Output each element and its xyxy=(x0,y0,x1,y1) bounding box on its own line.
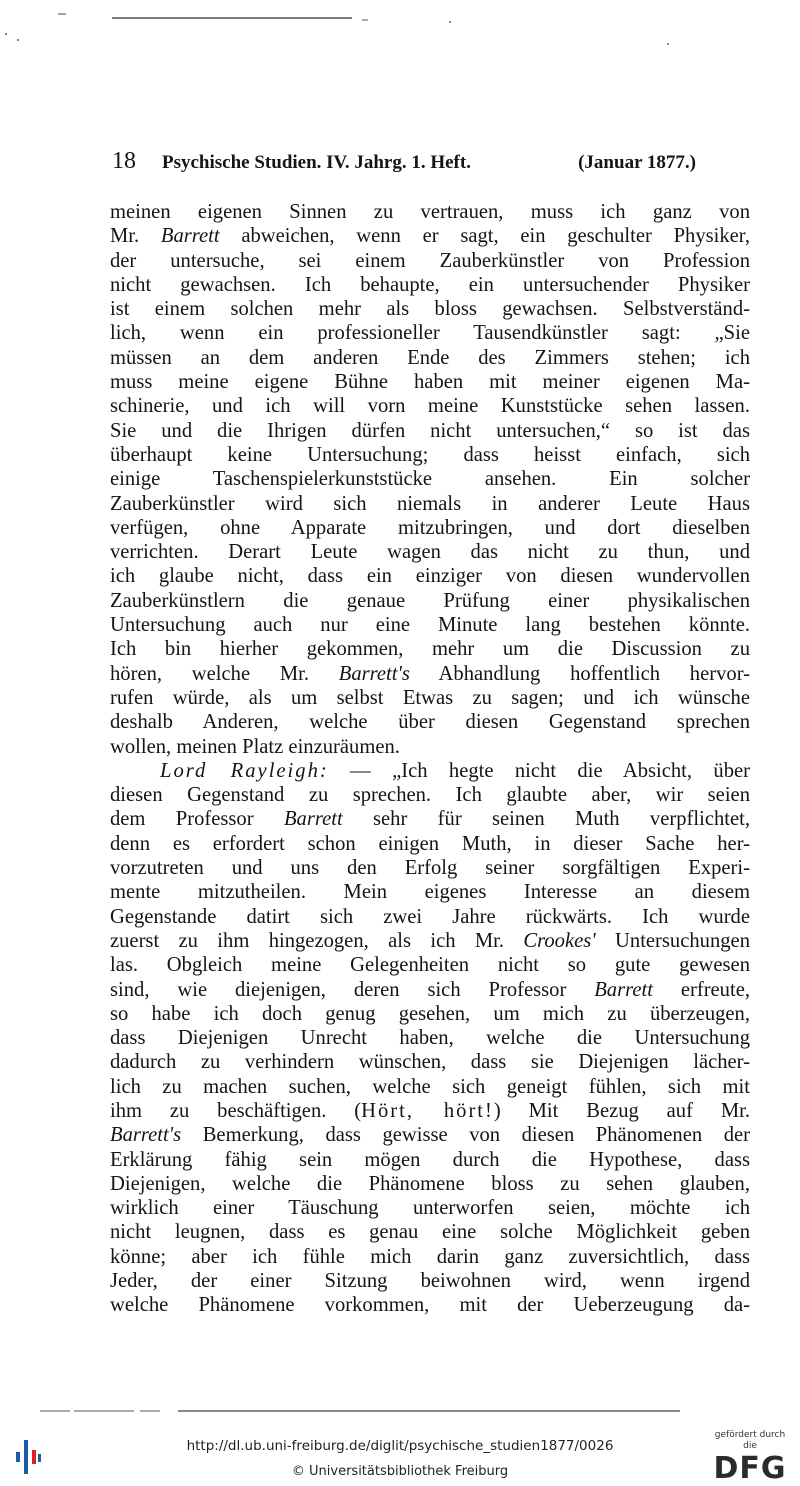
text-line: Diejenigen, welche die Phänomene bloss zu sehen glauben, xyxy=(110,1172,750,1195)
issue-date: (Januar 1877.) xyxy=(578,152,696,173)
text-line: wollen, meinen Platz einzuräumen. xyxy=(110,735,400,758)
speaker-name: Lord Rayleigh: xyxy=(160,759,329,782)
source-url[interactable]: http://dl.ub.uni-freiburg.de/diglit/psychische_studien1877/0026 xyxy=(186,1438,614,1454)
running-title: Psychische Studien. IV. Jahrg. 1. Heft. xyxy=(162,152,471,173)
text-line: Zauberkünstler wird sich niemals in anderer Leute Haus xyxy=(110,492,750,515)
running-head xyxy=(112,148,696,176)
text-line: überhaupt keine Untersuchung; dass heisst einfach, sich xyxy=(110,443,750,466)
text-line: zuerst zu ihm hingezogen, als ich Mr. Crookes' Untersuchungen xyxy=(110,929,750,952)
person-name: Barrett xyxy=(594,978,653,1001)
page-number: 18 xyxy=(112,148,136,174)
scan-bottom-rule xyxy=(40,1408,700,1414)
text-line: verfügen, ohne Apparate mitzubringen, und dort dieselben xyxy=(110,516,750,539)
text-line: verrichten. Derart Leute wagen das nicht zu thun, und xyxy=(110,541,750,564)
text-line: nicht gewachsen. Ich behaupte, ein untersuchender Physiker xyxy=(110,273,750,296)
text-line: Zauberkünstlern die genaue Prüfung einer physikalischen xyxy=(110,589,750,612)
spaced-emphasis: Hört, hört! xyxy=(361,1099,494,1122)
text-line: mente mitzutheilen. Mein eigenes Interesse an diesem xyxy=(110,881,750,904)
person-name: Barrett xyxy=(160,225,220,248)
text-line: müssen an dem anderen Ende des Zimmers stehen; ich xyxy=(110,346,750,369)
body-text xyxy=(110,200,750,1318)
text-line: ihm zu beschäftigen. (Hört, hört!) Mit Bezug auf Mr. xyxy=(110,1099,750,1122)
text-line: denn es erfordert schon einigen Muth, in dieser Sache her- xyxy=(110,832,750,855)
text-line: Sie und die Ihrigen dürfen nicht untersuchen,“ so ist das xyxy=(110,419,750,442)
text-line: muss meine eigene Bühne haben mit meiner eigenen Ma- xyxy=(110,371,750,394)
text-line: diesen Gegenstand zu sprechen. Ich glaubte aber, wir seien xyxy=(110,784,750,807)
person-name: Barrett xyxy=(283,808,343,831)
text-line: sind, wie diejenigen, deren sich Professor Barrett erfreute, xyxy=(110,978,750,1001)
text-line: Ich bin hierher gekommen, mehr um die Discussion zu xyxy=(110,638,750,661)
person-name: Crookes' xyxy=(523,929,596,952)
text-line: vorzutreten und uns den Erfolg seiner sorgfältigen Experi- xyxy=(110,857,750,880)
text-line: las. Obgleich meine Gelegenheiten nicht so gute gewesen xyxy=(110,954,750,977)
text-line: dem Professor Barrett sehr für seinen Muth verpflichtet, xyxy=(110,808,750,831)
text-line: Gegenstande datirt sich zwei Jahre rückwärts. Ich wurde xyxy=(110,905,750,928)
text-line: dadurch zu verhindern wünschen, dass sie Diejenigen lächer- xyxy=(110,1051,750,1074)
text-line: ich glaube nicht, dass ein einziger von diesen wundervollen xyxy=(110,565,750,588)
text-line: einige Taschenspielerkunststücke ansehen. Ein solcher xyxy=(110,468,750,491)
dfg-caption: gefördert durch die xyxy=(714,1430,786,1451)
copyright-notice: © Universitätsbibliothek Freiburg xyxy=(291,1464,509,1479)
dfg-logo xyxy=(708,1430,792,1486)
text-line: könne; aber ich fühle mich darin ganz zuversichtlich, dass xyxy=(110,1245,750,1268)
text-line: dass Diejenigen Unrecht haben, welche die Untersuchung xyxy=(110,1027,750,1050)
text-line: lich, wenn ein professioneller Tausendkünstler sagt: „Sie xyxy=(110,322,750,345)
text-line: schinerie, und ich will vorn meine Kunststücke sehen lassen. xyxy=(110,395,750,418)
dfg-logo-text: DFG xyxy=(713,1451,787,1486)
text-line: Mr. Barrett abweichen, wenn er sagt, ein geschulter Physiker, xyxy=(110,225,750,248)
viewer-footer xyxy=(0,1426,800,1484)
text-line: lich zu machen suchen, welche sich geneigt fühlen, sich mit xyxy=(110,1075,750,1098)
text-line: welche Phänomene vorkommen, mit der Ueberzeugung da- xyxy=(110,1294,750,1317)
text-line: hören, welche Mr. Barrett's Abhandlung hoffentlich hervor- xyxy=(110,662,750,685)
text-line: deshalb Anderen, welche über diesen Gegenstand sprechen xyxy=(110,711,750,734)
person-name: Barrett's xyxy=(338,662,410,685)
text-line: Erklärung fähig sein mögen durch die Hypothese, dass xyxy=(110,1148,750,1171)
person-name: Barrett's xyxy=(110,1124,182,1147)
scan-marks xyxy=(0,0,800,60)
text-line: rufen würde, als um selbst Etwas zu sagen; und ich wünsche xyxy=(110,686,750,709)
text-line: Untersuchung auch nur eine Minute lang bestehen könnte. xyxy=(110,614,750,637)
text-line: nicht leugnen, dass es genau eine solche Möglichkeit geben xyxy=(110,1221,750,1244)
text-line: so habe ich doch genug gesehen, um mich zu überzeugen, xyxy=(110,1002,750,1025)
text-line: Barrett's Bemerkung, dass gewisse von diesen Phänomenen der xyxy=(110,1124,750,1147)
text-line: wirklich einer Täuschung unterworfen seien, möchte ich xyxy=(110,1197,750,1220)
text-line: Lord Rayleigh: — „Ich hegte nicht die Absicht, über xyxy=(160,759,750,782)
text-line: der untersuche, sei einem Zauberkünstler von Profession xyxy=(110,249,750,272)
text-line: Jeder, der einer Sitzung beiwohnen wird, wenn irgend xyxy=(110,1270,750,1293)
text-line: meinen eigenen Sinnen zu vertrauen, muss ich ganz von xyxy=(110,201,750,223)
text-line: ist einem solchen mehr als bloss gewachsen. Selbstverständ- xyxy=(110,298,750,321)
